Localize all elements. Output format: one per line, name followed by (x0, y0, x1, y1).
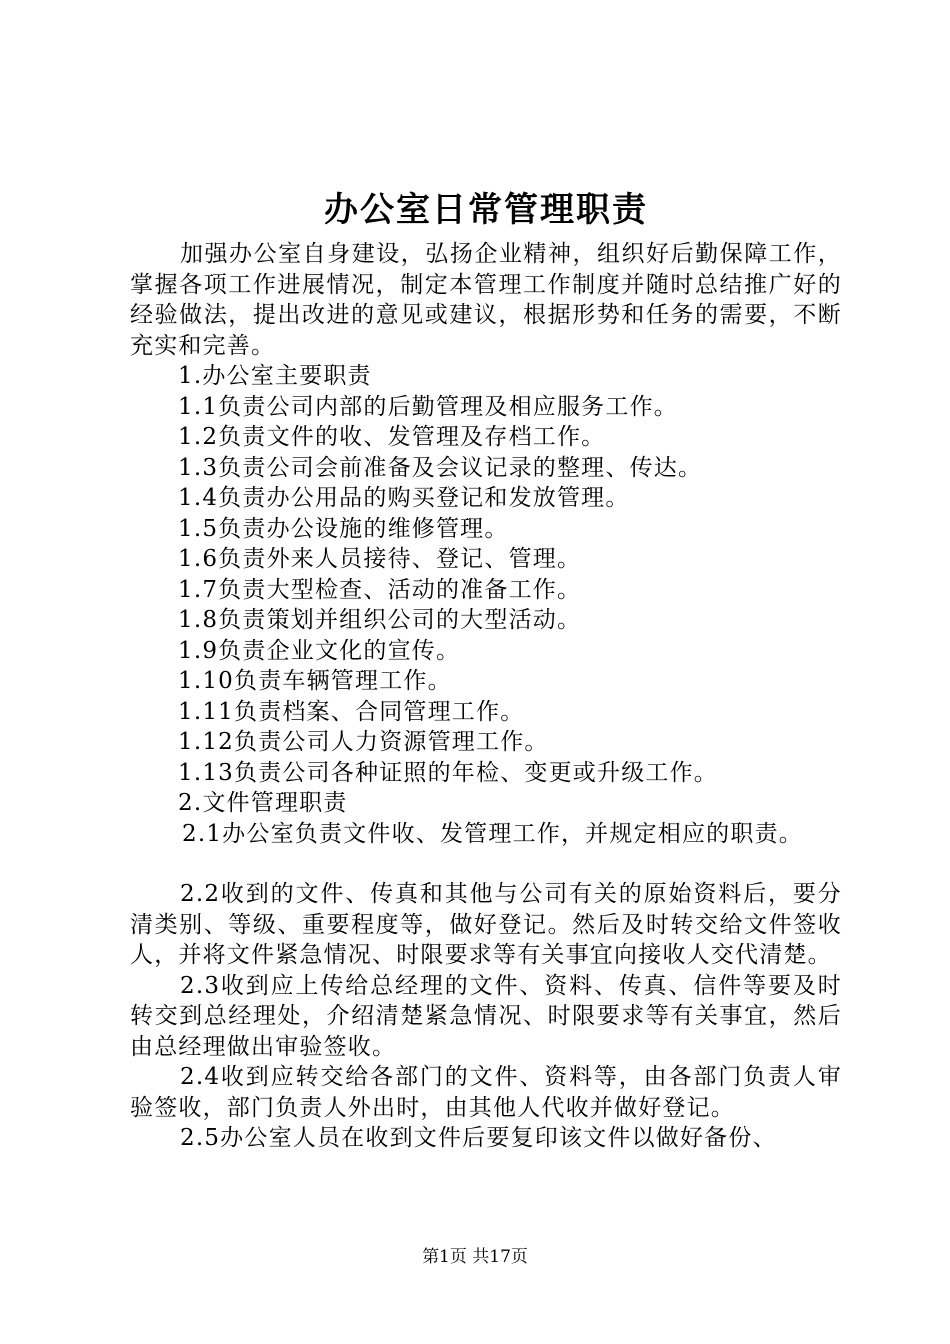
blank-line (130, 849, 842, 879)
list-item: 1.6负责外来人员接待、登记、管理。 (178, 546, 582, 572)
document-page (130, 185, 842, 1154)
intro-paragraph: 加强办公室自身建设，弘扬企业精神，组织好后勤保障工作，掌握各项工作进展情况，制定本管理工作制度并随时总结推广好的经验做法，提出改进的意见或建议，根据形势和任务的需要，不断充实和完善。 (130, 241, 842, 359)
section-1-heading: 1.办公室主要职责 (178, 363, 372, 389)
list-item: 1.7负责大型检查、活动的准备工作。 (178, 576, 582, 603)
list-item: 1.8负责策划并组织公司的大型活动。 (178, 607, 582, 633)
list-item: 1.12负责公司人力资源管理工作。 (178, 729, 549, 755)
list-item: 1.5负责办公设施的维修管理。 (178, 515, 509, 542)
paragraph-2-2: 2.2收到的文件、传真和其他与公司有关的原始资料后，要分清类别、等级、重要程度等，做好登记。然后及时转交给文件签收人，并将文件紧急情况、时限要求等有关事宜向接收人交代清楚。 (130, 881, 842, 968)
list-item: 1.9负责企业文化的宣传。 (178, 637, 461, 664)
document-title: 办公室日常管理职责 (324, 190, 648, 230)
paragraph-2-5: 2.5办公室人员在收到文件后要复印该文件以做好备份、 (180, 1125, 777, 1151)
page-footer: 第1页 共17页 (422, 1247, 528, 1267)
list-item: 1.3负责公司会前准备及会议记录的整理、传达。 (178, 454, 703, 481)
section-2-heading: 2.文件管理职责 (178, 790, 348, 816)
list-item: 1.2负责文件的收、发管理及存档工作。 (178, 424, 606, 450)
paragraph-2-4: 2.4收到应转交给各部门的文件、资料等，由各部门负责人审验签收，部门负责人外出时，由其他人代收并做好登记。 (130, 1064, 842, 1121)
list-item: 1.4负责办公用品的购买登记和发放管理。 (178, 485, 630, 511)
paragraph-2-3: 2.3收到应上传给总经理的文件、资料、传真、信件等要及时转交到总经理处，介绍清楚紧急情况、时限要求等有关事宜，然后由总经理做出审验签收。 (130, 972, 842, 1060)
list-item: 1.13负责公司各种证照的年检、变更或升级工作。 (178, 759, 719, 786)
list-item: 2.1办公室负责文件收、发管理工作，并规定相应的职责。 (182, 820, 803, 847)
list-item: 1.11负责档案、合同管理工作。 (178, 698, 525, 725)
list-item: 1.1负责公司内部的后勤管理及相应服务工作。 (178, 393, 678, 420)
list-item: 1.10负责车辆管理工作。 (178, 668, 452, 694)
